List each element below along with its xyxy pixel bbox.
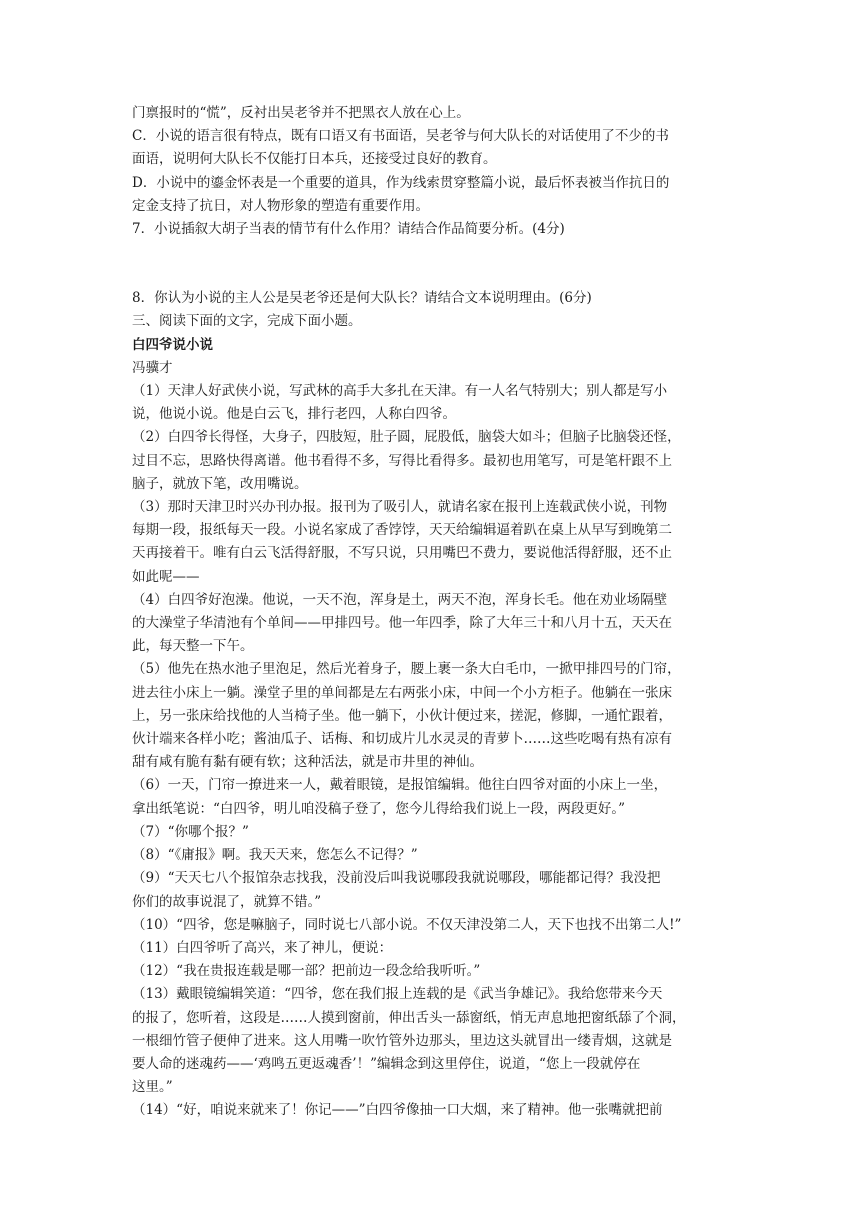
story-line: 你们的故事说混了，就算不错。” xyxy=(132,893,322,910)
story-line: （7）“你哪个报？” xyxy=(132,823,249,840)
story-author: 冯骥才 xyxy=(132,359,173,376)
text-line: 面语，说明何大队长不仅能打日本兵，还接受过良好的教育。 xyxy=(132,151,497,168)
document-page xyxy=(132,102,732,1123)
story-line: 的大澡堂子华清池有个单间——甲排四号。他一年四季，除了大年三十和八月十五，天天在 xyxy=(132,615,672,632)
text-line: 门禀报时的“慌”，反衬出吴老爷并不把黑衣人放在心上。 xyxy=(132,105,470,121)
story-title: 白四爷说小说 xyxy=(132,336,213,353)
story-line: （2）白四爷长得怪，大身子，四肢短，肚子圆，屁股低，脑袋大如斗；但脑子比脑袋还怪， xyxy=(132,429,681,446)
story-line: 脑子，就放下笔，改用嘴说。 xyxy=(132,475,308,492)
story-line: （12）“我在贵报连载是哪一部？把前边一段念给我听听。” xyxy=(132,963,481,980)
story-line: （3）那时天津卫时兴办刊办报。报刊为了吸引人，就请名家在报刊上连载武侠小说，刊物 xyxy=(132,499,668,516)
story-line: （1）天津人好武侠小说，写武林的高手大多扎在天津。有一人名气特别大；别人都是写小 xyxy=(132,383,668,400)
story-line: 要人命的迷魂药——‘鸡鸣五更返魂香’！”编辑念到这里停住，说道，“您上一段就停在 xyxy=(132,1055,641,1072)
story-line: 的报了，您听着，这段是……人摸到窗前，伸出舌头一舔窗纸，悄无声息地把窗纸舔了个洞， xyxy=(132,1009,686,1026)
story-line: 如此呢—— xyxy=(132,568,200,585)
story-line: 拿出纸笔说：“白四爷，明儿咱没稿子登了，您今儿得给我们说上一段，两段更好。” xyxy=(132,800,626,817)
story-line: 上，另一张床给找他的人当椅子坐。他一躺下，小伙计便过来，搓泥，修脚，一通忙跟着， xyxy=(132,707,672,724)
story-line: （8）“《庸报》啊。我天天来，您怎么不记得？” xyxy=(132,847,418,864)
question-8: 8．你认为小说的主人公是吴老爷还是何大队长？请结合文本说明理由。(6分) xyxy=(132,290,592,307)
story-line: （11）白四爷听了高兴，来了神儿，便说： xyxy=(132,939,393,956)
story-line: （14）“好，咱说来就来了！你记——”白四爷像抽一口大烟，来了精神。他一张嘴就把前 xyxy=(132,1102,663,1119)
answer-space xyxy=(132,241,732,287)
story-line: 进去往小床上一躺。澡堂子里的单间都是左右两张小床，中间一个小方柜子。他躺在一张床 xyxy=(132,684,672,701)
option-d-line: D．小说中的鎏金怀表是一个重要的道具，作为线索贯穿整篇小说，最后怀表被当作抗日的 xyxy=(132,174,670,191)
story-line: 一根细竹管子便伸了进来。这人用嘴一吹竹管外边那头，里边这头就冒出一缕青烟，这就是 xyxy=(132,1032,672,1049)
story-line: （4）白四爷好泡澡。他说，一天不泡，浑身是土，两天不泡，浑身长毛。他在劝业场隔壁 xyxy=(132,591,668,608)
story-line: （6）一天，门帘一撩进来一人，戴着眼镜，是报馆编辑。他往白四爷对面的小床上一坐， xyxy=(132,777,668,794)
story-line: 此，每天整一下午。 xyxy=(132,638,254,655)
story-body xyxy=(132,380,732,1123)
story-line: （10）“四爷，您是嘛脑子，同时说七八部小说。不仅天津没第二人，天下也找不出第二人!” xyxy=(132,916,682,933)
story-line: 伙计端来各样小吃；酱油瓜子、话梅、和切成片儿水灵灵的青萝卜……这些吃喝有热有凉有 xyxy=(132,731,672,748)
story-line: 天再接着干。唯有白云飞活得舒服，不写只说，只用嘴巴不费力，要说他活得舒服，还不止 xyxy=(132,545,672,562)
story-line: （5）他先在热水池子里泡足，然后光着身子，腰上裹一条大白毛巾，一掀甲排四号的门帘， xyxy=(132,661,681,678)
story-line: 说，他说小说。他是白云飞，排行老四，人称白四爷。 xyxy=(132,406,456,423)
story-line: （13）戴眼镜编辑笑道：“四爷，您在我们报上连载的是《武当争雄记》。我给您带来今天 xyxy=(132,986,663,1003)
section-heading: 三、阅读下面的文字，完成下面小题。 xyxy=(132,313,362,330)
question-7: 7．小说插叙大胡子当表的情节有什么作用？请结合作品简要分析。(4分) xyxy=(132,221,565,238)
story-line: 这里。” xyxy=(132,1079,173,1096)
story-line: 每期一段，报纸每天一段。小说名家成了香饽饽，天天给编辑逼着趴在桌上从早写到晚第二 xyxy=(132,522,672,539)
option-c-line: C．小说的语言很有特点，既有口语又有书面语，吴老爷与何大队长的对话使用了不少的书 xyxy=(132,128,669,145)
story-line: 甜有咸有脆有黏有硬有软；这种活法，就是市井里的神仙。 xyxy=(132,754,483,771)
story-line: （9）“天天七八个报馆杂志找我，没前没后叫我说哪段我就说哪段，哪能都记得？我没把 xyxy=(132,870,661,887)
story-line: 过目不忘，思路快得离谱。他书看得不多，写得比看得多。最初也用笔写，可是笔杆跟不上 xyxy=(132,452,672,469)
text-line: 定金支持了抗日，对人物形象的塑造有重要作用。 xyxy=(132,197,429,214)
